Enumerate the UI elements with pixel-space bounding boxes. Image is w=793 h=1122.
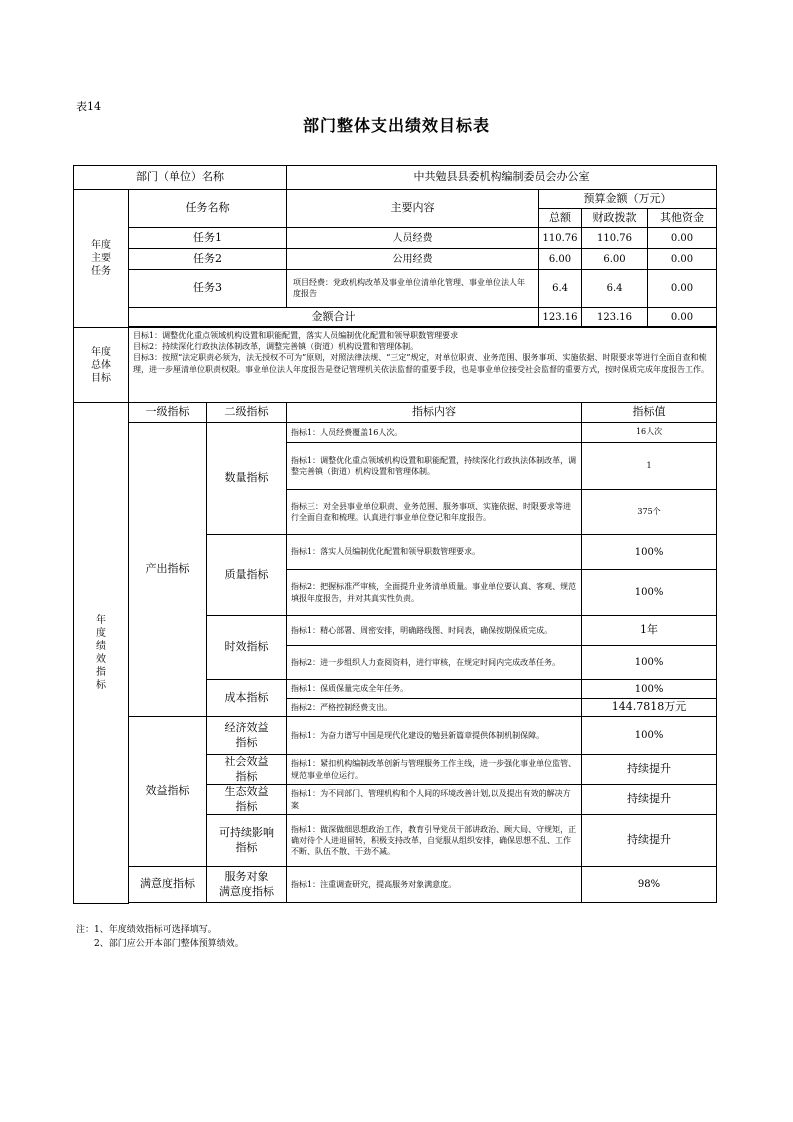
budget-header: 预算金额（万元）: [539, 190, 717, 209]
other-funds-header: 其他资金: [648, 209, 717, 228]
task-content: 项目经费：党政机构改革及事业单位清单化管理、事业单位法人年度报告: [287, 270, 539, 308]
footnote-2: 2、部门应公开本部门整体预算绩效。: [94, 938, 244, 949]
fiscal-header: 财政拨款: [582, 209, 648, 228]
annual-goals-text: 目标1：调整优化重点领域机构设置和职能配置，落实人员编制优化配置和领导职数管理要求 目标2：持续深化行政执法体制改革，调整完善镇（街道）机构设置和管理体制。 目标3：按照“法定职责必须为，法无授权不可为”原则，对照法律法规、“三定”规定，对单位职责、业务范围、服务事项、实施依据、时限要求等进行全面自查和梳理，进一步厘清单位职责权限。事业单位法人年度报告是登记管理机关依法监督的重要手段，也是事业单位接受社会监督的重要方式，按时保质完成年度报告工作。: [129, 328, 717, 403]
task-content: 公用经费: [287, 249, 539, 270]
indicator-value: 持续提升: [582, 785, 717, 815]
task-name: 任务2: [129, 249, 287, 270]
indicator-value-header: 指标值: [582, 403, 717, 423]
dept-name: 中共勉县县委机构编制委员会办公室: [287, 166, 717, 190]
indicator-content: 指标2：进一步组织人力查阅资料，进行审核，在规定时间内完成改革任务。: [287, 646, 582, 680]
task-header-row: [74, 190, 717, 209]
task-content: 人员经费: [287, 228, 539, 249]
main-content-header: 主要内容: [287, 190, 539, 228]
cost-indicator-label: 成本指标: [207, 680, 287, 717]
table-row: [74, 249, 717, 270]
task-fiscal: 6.4: [582, 270, 648, 308]
indicator-value: 375个: [582, 490, 717, 535]
task-name-header: 任务名称: [129, 190, 287, 228]
indicator-content: 指标2：严格控制经费支出。: [287, 699, 582, 717]
dept-label: 部门（单位）名称: [74, 166, 287, 190]
sum-other: 0.00: [648, 308, 717, 327]
output-indicator-label: 产出指标: [129, 423, 207, 717]
table-row: [74, 867, 717, 903]
ecological-benefit-label: 生态效益 指标: [207, 785, 287, 815]
table-number: 表14: [76, 100, 101, 113]
task-fiscal: 110.76: [582, 228, 648, 249]
indicator-content: 指标1：为奋力谱写中国是现代化建设的勉县新篇章提供体制机制保障。: [287, 717, 582, 755]
perf-header-row: [74, 403, 717, 423]
benefit-indicator-label: 效益指标: [129, 717, 207, 867]
level2-header: 二级指标: [207, 403, 287, 423]
indicator-value: 持续提升: [582, 815, 717, 867]
satisfaction-indicator-label: 满意度指标: [129, 867, 207, 903]
indicator-value: 100%: [582, 717, 717, 755]
annual-tasks-label: 年度 主要 任务: [74, 190, 129, 328]
annual-goals-label: 年度 总体 目标: [74, 328, 129, 403]
task-total: 6.00: [539, 249, 582, 270]
indicator-value: 100%: [582, 535, 717, 570]
spacer-row: [74, 903, 717, 904]
goals-row: [74, 328, 717, 403]
task-other: 0.00: [648, 270, 717, 308]
performance-table: [73, 165, 717, 904]
footnote-1: 注：1、年度绩效指标可选择填写。: [76, 925, 217, 935]
sum-row: [74, 308, 717, 327]
page-title: 部门整体支出绩效目标表: [302, 116, 490, 135]
task-total: 110.76: [539, 228, 582, 249]
indicator-value: 1年: [582, 616, 717, 646]
indicator-value: 100%: [582, 680, 717, 699]
indicator-content: 指标1：人员经费覆盖16人次。: [287, 423, 582, 443]
indicator-content: 指标三：对全县事业单位职责、业务范围、服务事项、实施依据、时限要求等进行全面自查和梳理。认真进行事业单位登记和年度报告。: [287, 490, 582, 535]
table-row: [74, 270, 717, 308]
task-total: 6.4: [539, 270, 582, 308]
task-name: 任务3: [129, 270, 287, 308]
indicator-content: 指标1：注重调查研究，提高服务对象满意度。: [287, 867, 582, 903]
indicator-value: 144.7818万元: [582, 699, 717, 717]
time-indicator-label: 时效指标: [207, 616, 287, 680]
indicator-content: 指标1：保质保量完成全年任务。: [287, 680, 582, 699]
table-row: [74, 228, 717, 249]
table-row: [74, 423, 717, 443]
service-satisfaction-label: 服务对象 满意度指标: [207, 867, 287, 903]
indicator-value: 16人次: [582, 423, 717, 443]
indicator-value: 100%: [582, 646, 717, 680]
indicator-value: 98%: [582, 867, 717, 903]
sum-fiscal: 123.16: [582, 308, 648, 327]
quality-indicator-label: 质量指标: [207, 535, 287, 616]
level1-header: 一级指标: [129, 403, 207, 423]
indicator-content: 指标1：落实人员编制优化配置和领导职数管理要求。: [287, 535, 582, 570]
footnotes: [76, 924, 244, 952]
sum-label: 金额合计: [129, 308, 539, 327]
indicator-content: 指标1：调整优化重点领域机构设置和职能配置，持续深化行政执法体制改革，调整完善镇（街道）机构设置和管理体制。: [287, 443, 582, 490]
table-row: [74, 717, 717, 755]
sustainable-impact-label: 可持续影响 指标: [207, 815, 287, 867]
task-name: 任务1: [129, 228, 287, 249]
indicator-content: 指标1：做深做细思想政治工作，教育引导党员干部讲政治、顾大局、守规矩，正确对待个人进退留转，积极支持改革，自觉服从组织安排，确保思想不乱、工作不断、队伍不散、干劲不减。: [287, 815, 582, 867]
task-other: 0.00: [648, 249, 717, 270]
task-other: 0.00: [648, 228, 717, 249]
total-header: 总额: [539, 209, 582, 228]
indicator-value: 持续提升: [582, 755, 717, 785]
indicator-content: 指标1：为不同部门、管理机构和个人间的环境改善计划,以及提出有效的解决方案: [287, 785, 582, 815]
dept-row: [74, 166, 717, 190]
indicator-content: 指标1：精心部署、周密安排，明确路线图、时间表，确保按期保质完成。: [287, 616, 582, 646]
social-benefit-label: 社会效益 指标: [207, 755, 287, 785]
quantity-indicator-label: 数量指标: [207, 423, 287, 535]
sum-total: 123.16: [539, 308, 582, 327]
perf-section-label: 年 度 绩 效 指 标: [74, 403, 129, 904]
indicator-content: 指标1：紧扣机构编制改革创新与管理服务工作主线，进一步强化事业单位监管、规范事业单位运行。: [287, 755, 582, 785]
indicator-content: 指标2：把握标准严审核，全面提升业务清单质量。事业单位要认真、客观、规范填报年度报告，并对其真实性负责。: [287, 570, 582, 616]
economic-benefit-label: 经济效益 指标: [207, 717, 287, 755]
indicator-value: 1: [582, 443, 717, 490]
task-fiscal: 6.00: [582, 249, 648, 270]
indicator-value: 100%: [582, 570, 717, 616]
indicator-content-header: 指标内容: [287, 403, 582, 423]
